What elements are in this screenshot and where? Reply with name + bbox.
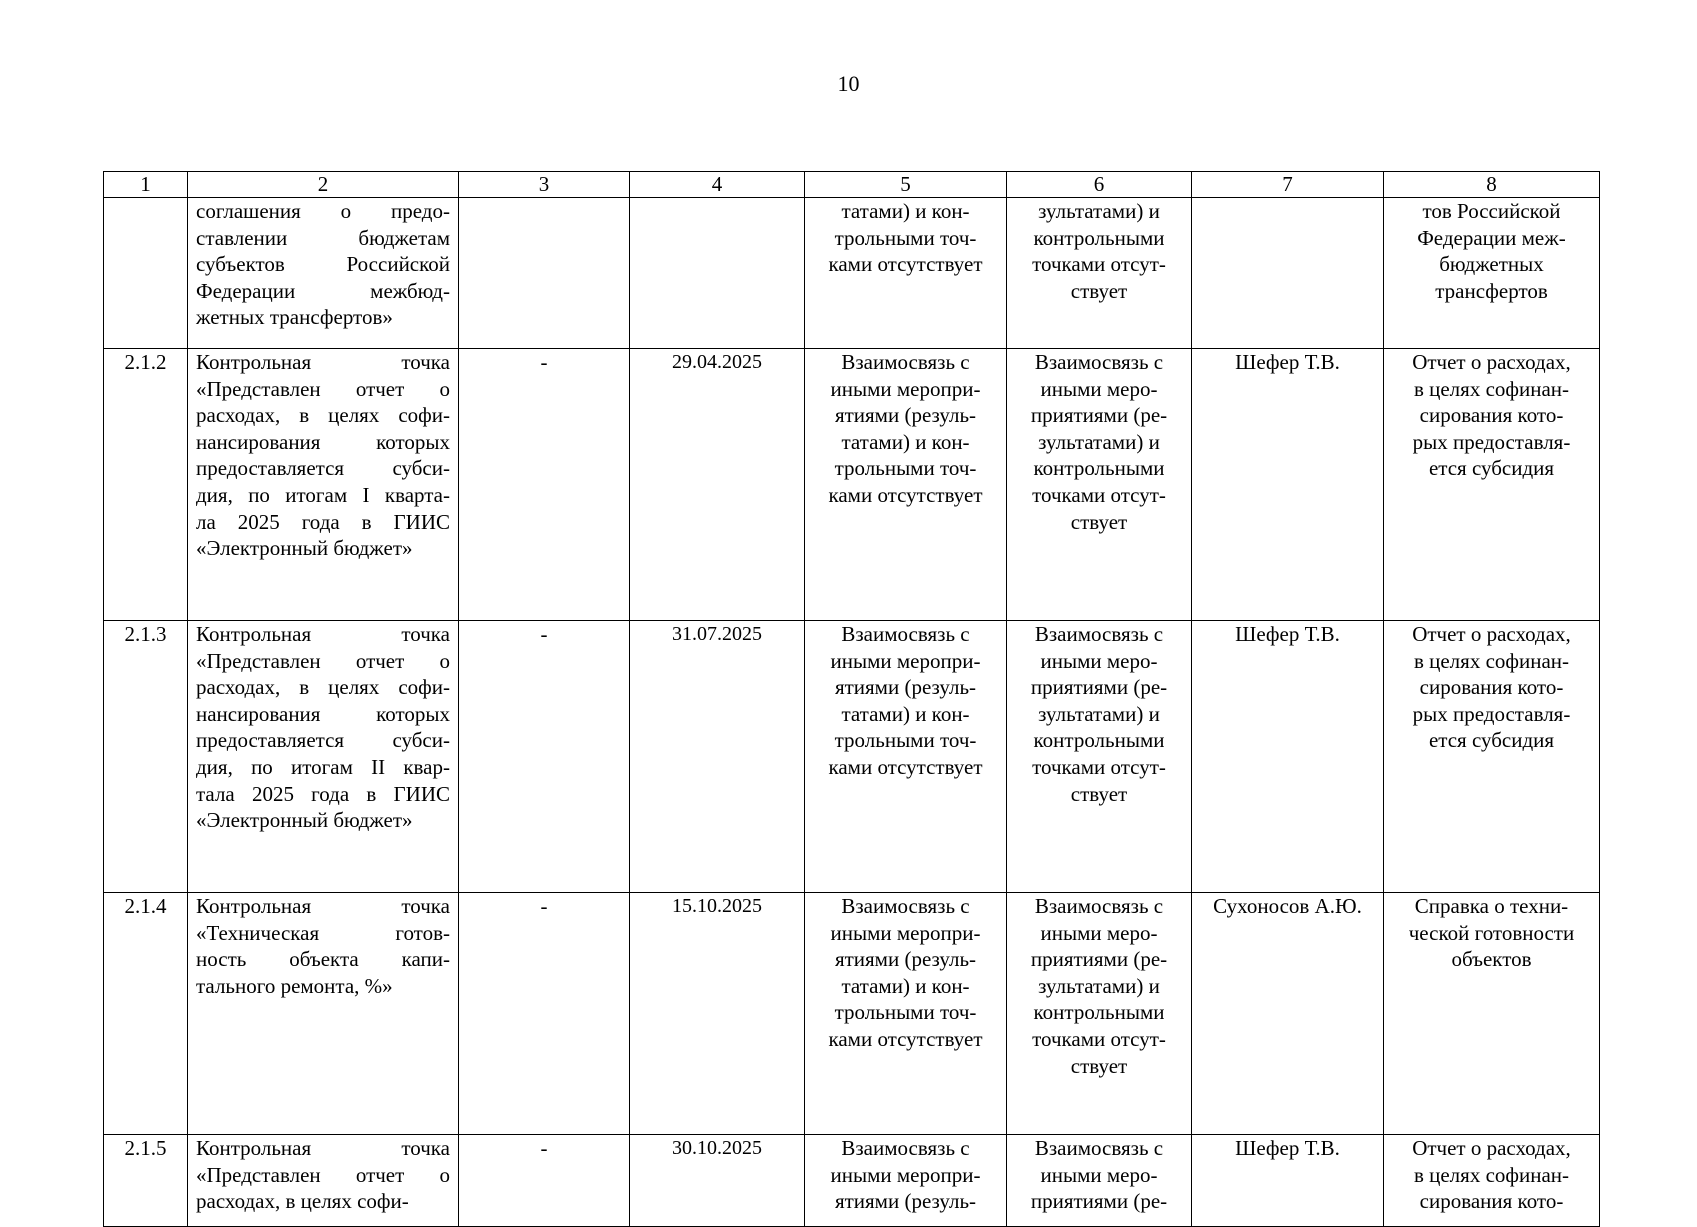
table-row <box>104 893 1600 1135</box>
cell-responsible: Сухоносов А.Ю. <box>1192 893 1384 1135</box>
cell-col3: - <box>459 893 630 1135</box>
cell-number: 2.1.2 <box>104 349 188 621</box>
cell-event-name <box>188 349 459 621</box>
event-name-line: «Техническая готов- <box>196 920 450 945</box>
cell-event-name <box>188 198 459 349</box>
cell-relation-points: Взаимосвязь с иными меро- приятиями (ре- <box>1007 1135 1192 1227</box>
event-name-line: субъектов Российской <box>196 252 450 277</box>
event-name-line: предоставляется субси- <box>196 728 450 753</box>
cell-relation-events: татами) и кон- трольными точ- ками отсутствует <box>805 198 1007 349</box>
cell-col3: - <box>459 1135 630 1227</box>
header-col-8: 8 <box>1384 172 1600 198</box>
event-name-line: «Представлен отчет о <box>196 1162 450 1187</box>
event-name-line: жетных трансфертов» <box>196 305 393 330</box>
cell-responsible: Шефер Т.В. <box>1192 349 1384 621</box>
table-row <box>104 621 1600 893</box>
cell-relation-points: Взаимосвязь с иными меро- приятиями (ре- зультатами) и контрольными точками отсут- ствует <box>1007 893 1192 1135</box>
header-col-5: 5 <box>805 172 1007 198</box>
header-col-4: 4 <box>630 172 805 198</box>
cell-document: тов Российской Федерации меж- бюджетных трансфертов <box>1384 198 1600 349</box>
event-name-line: тала 2025 года в ГИИС <box>196 781 450 806</box>
cell-event-name <box>188 621 459 893</box>
table-row <box>104 198 1600 349</box>
event-name-line: дия, по итогам II квар- <box>196 754 450 779</box>
event-name-line: тального ремонта, %» <box>196 973 393 998</box>
event-name-line: ла 2025 года в ГИИС <box>196 509 450 534</box>
header-col-7: 7 <box>1192 172 1384 198</box>
cell-date: 31.07.2025 <box>630 621 805 893</box>
event-name-line: «Электронный бюджет» <box>196 536 413 561</box>
cell-number: 2.1.5 <box>104 1135 188 1227</box>
control-points-table <box>103 171 1600 1227</box>
cell-number: 2.1.4 <box>104 893 188 1135</box>
page-number: 10 <box>837 71 860 96</box>
header-col-2: 2 <box>188 172 459 198</box>
cell-relation-events: Взаимосвязь с иными меропри- ятиями (резуль- татами) и кон- трольными точ- ками отсутствует <box>805 621 1007 893</box>
event-name-line: Контрольная точка <box>196 894 450 918</box>
cell-col3: - <box>459 349 630 621</box>
event-name-line: расходах, в целях софи- <box>196 1189 409 1214</box>
cell-relation-events: Взаимосвязь с иными меропри- ятиями (резуль- <box>805 1135 1007 1227</box>
event-name-line: нансирования которых <box>196 701 450 726</box>
table-body <box>104 198 1600 1227</box>
cell-relation-events: Взаимосвязь с иными меропри- ятиями (резуль- татами) и кон- трольными точ- ками отсутствует <box>805 893 1007 1135</box>
header-row <box>104 172 1600 198</box>
cell-col3: - <box>459 621 630 893</box>
event-name-line: ставлении бюджетам <box>196 225 450 250</box>
event-name-line: Контрольная точка <box>196 350 450 374</box>
cell-document: Отчет о расходах, в целях софинан- сирования кото- рых предоставля- ется субсидия <box>1384 621 1600 893</box>
event-name-line: дия, по итогам I кварта- <box>196 482 450 507</box>
header-col-6: 6 <box>1007 172 1192 198</box>
event-name-line: Контрольная точка <box>196 1136 450 1160</box>
event-name-line: нансирования которых <box>196 429 450 454</box>
cell-date: 30.10.2025 <box>630 1135 805 1227</box>
cell-number: 2.1.3 <box>104 621 188 893</box>
cell-date: 29.04.2025 <box>630 349 805 621</box>
header-col-3: 3 <box>459 172 630 198</box>
cell-document: Отчет о расходах, в целях софинан- сирования кото- <box>1384 1135 1600 1227</box>
header-col-1: 1 <box>104 172 188 198</box>
cell-event-name <box>188 1135 459 1227</box>
event-name-line: «Представлен отчет о <box>196 376 450 401</box>
event-name-line: ность объекта капи- <box>196 947 450 972</box>
cell-date <box>630 198 805 349</box>
cell-col3 <box>459 198 630 349</box>
cell-relation-points: Взаимосвязь с иными меро- приятиями (ре- зультатами) и контрольными точками отсут- ствует <box>1007 621 1192 893</box>
cell-document: Справка о техни- ческой готовности объектов <box>1384 893 1600 1135</box>
table-row <box>104 1135 1600 1227</box>
cell-responsible: Шефер Т.В. <box>1192 621 1384 893</box>
cell-date: 15.10.2025 <box>630 893 805 1135</box>
cell-number <box>104 198 188 349</box>
event-name-line: предоставляется субси- <box>196 456 450 481</box>
event-name-line: расходах, в целях софи- <box>196 675 450 700</box>
event-name-line: «Электронный бюджет» <box>196 808 413 833</box>
event-name-line: расходах, в целях софи- <box>196 403 450 428</box>
cell-relation-events: Взаимосвязь с иными меропри- ятиями (резуль- татами) и кон- трольными точ- ками отсутствует <box>805 349 1007 621</box>
event-name-line: Федерации межбюд- <box>196 278 450 303</box>
event-name-line: «Представлен отчет о <box>196 648 450 673</box>
cell-event-name <box>188 893 459 1135</box>
cell-relation-points: зультатами) и контрольными точками отсут- ствует <box>1007 198 1192 349</box>
event-name-line: соглашения о предо- <box>196 199 450 223</box>
cell-relation-points: Взаимосвязь с иными меро- приятиями (ре- зультатами) и контрольными точками отсут- ствует <box>1007 349 1192 621</box>
cell-responsible <box>1192 198 1384 349</box>
cell-responsible: Шефер Т.В. <box>1192 1135 1384 1227</box>
cell-document: Отчет о расходах, в целях софинан- сирования кото- рых предоставля- ется субсидия <box>1384 349 1600 621</box>
table-header <box>104 172 1600 198</box>
event-name-line: Контрольная точка <box>196 622 450 646</box>
table-row <box>104 349 1600 621</box>
